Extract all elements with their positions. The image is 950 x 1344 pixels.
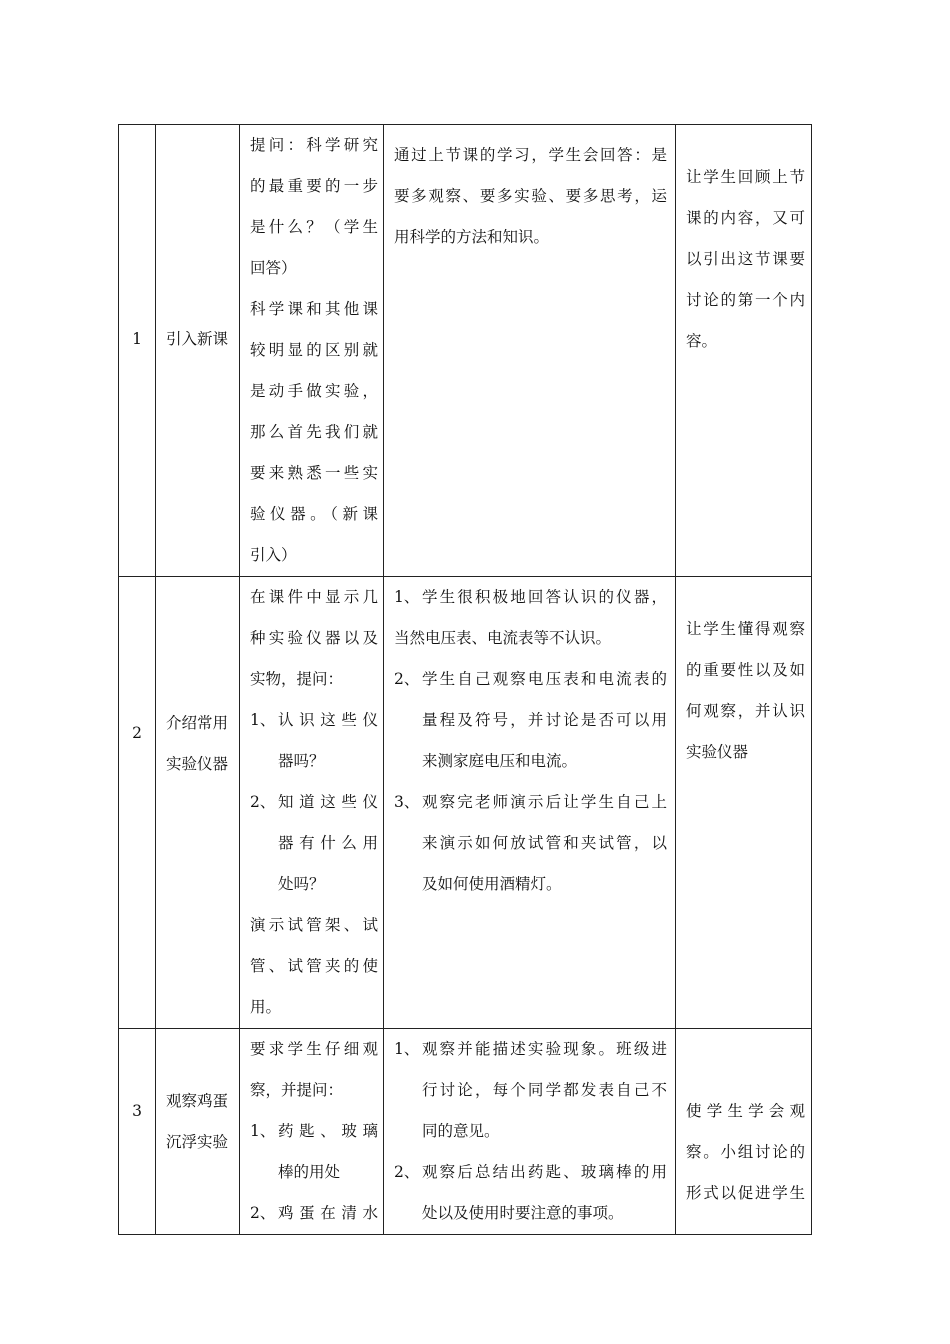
intent-text-line: 实验仪器 (686, 743, 749, 761)
list-item (250, 1193, 378, 1234)
student-text-line: 处以及使用时要注意的事项。 (422, 1204, 624, 1222)
list-item (394, 1029, 667, 1152)
teacher-text-line: 鸡蛋在清水 (278, 1204, 378, 1222)
row-number-cell (119, 125, 156, 577)
intent-text-line: 让学生懂得观察 (686, 620, 805, 638)
step-name: 引入新课 (166, 330, 229, 348)
teacher-text-line: 棒的用处 (278, 1163, 341, 1181)
teacher-text-line: 的最重要的一步 (250, 177, 378, 195)
student-text-line: 要多观察、要多实验、要多思考，运 (394, 187, 667, 205)
teacher-text-line: 用。 (250, 998, 282, 1016)
student-activity-cell (384, 125, 676, 577)
list-item (250, 782, 378, 905)
step-name-cell (156, 125, 240, 577)
intent-text-line: 以引出这节课要 (686, 250, 805, 268)
table-row (119, 125, 812, 577)
teacher-text-line: 知道这些仪 (278, 793, 378, 811)
student-text-line: 量程及符号，并讨论是否可以用 (422, 711, 667, 729)
list-marker: 3、 (394, 793, 420, 811)
list-marker: 1、 (394, 1040, 420, 1058)
row-number: 2 (132, 724, 142, 742)
table-row (119, 1029, 812, 1235)
teacher-text-line: 那么首先我们就 (250, 423, 378, 441)
list-item (250, 700, 378, 782)
teacher-text-line: 种实验仪器以及 (250, 629, 378, 647)
intent-text-line: 察。小组讨论的 (686, 1143, 805, 1161)
intent-text-line: 让学生回顾上节 (686, 168, 805, 186)
teacher-text-line: 要来熟悉一些实 (250, 464, 378, 482)
teacher-text-line: 实物，提问： (250, 670, 344, 688)
teacher-activity-cell (240, 1029, 384, 1235)
teacher-activity-cell (240, 577, 384, 1029)
list-item (394, 782, 667, 905)
student-text-line: 同的意见。 (422, 1122, 500, 1140)
student-text-line: 及如何使用酒精灯。 (422, 875, 562, 893)
teacher-text-line: 察，并提问： (250, 1081, 344, 1099)
student-text-line: 当然电压表、电流表等不认识。 (394, 629, 612, 647)
teacher-text-line: 管、试管夹的使 (250, 957, 378, 975)
table-row (119, 577, 812, 1029)
list-marker: 2、 (394, 670, 420, 688)
list-item (394, 577, 667, 618)
teacher-text-line: 是什么？（学生 (250, 218, 378, 236)
row-number: 1 (132, 330, 142, 348)
teacher-activity-cell (240, 125, 384, 577)
step-name-line: 观察鸡蛋 (166, 1091, 229, 1110)
student-activity-cell (384, 577, 676, 1029)
teacher-text-line: 较明显的区别就 (250, 341, 378, 359)
teacher-text-line: 验仪器。（新课 (250, 505, 378, 523)
list-marker: 1、 (250, 1122, 276, 1140)
list-marker: 2、 (250, 1204, 276, 1222)
student-text-line: 行讨论，每个同学都发表自己不 (422, 1081, 667, 1099)
teacher-text-line: 认识这些仪 (278, 711, 378, 729)
intent-text-line: 课的内容，又可 (686, 209, 805, 227)
student-text-line: 通过上节课的学习，学生会回答：是 (394, 146, 667, 164)
list-marker: 1、 (394, 588, 420, 606)
lesson-plan-table (118, 124, 812, 1235)
list-marker: 1、 (250, 711, 276, 729)
student-text-line: 学生自己观察电压表和电流表的 (422, 670, 667, 688)
list-item (394, 1152, 667, 1234)
intent-text-line: 容。 (686, 332, 718, 350)
student-text-line: 来测家庭电压和电流。 (422, 752, 578, 770)
step-name-cell (156, 577, 240, 1029)
design-intent-cell (676, 577, 812, 1029)
teacher-text-line: 要求学生仔细观 (250, 1040, 378, 1058)
teacher-text-line: 药匙、玻璃 (278, 1122, 378, 1140)
step-name-cell (156, 1029, 240, 1235)
student-text-line: 观察完老师演示后让学生自己上 (422, 793, 667, 811)
teacher-text-line: 科学课和其他课 (250, 300, 378, 318)
student-text-line: 观察并能描述实验现象。班级进 (422, 1040, 667, 1058)
teacher-text-line: 器有什么用 (278, 834, 378, 852)
row-number-cell (119, 1029, 156, 1235)
list-marker: 2、 (394, 1163, 420, 1181)
list-item (394, 659, 667, 782)
row-number: 3 (132, 1102, 142, 1120)
teacher-text-line: 回答） (250, 259, 297, 277)
intent-text-line: 使学生学会观 (686, 1102, 805, 1120)
teacher-text-line: 是动手做实验， (250, 382, 378, 400)
list-item (250, 1111, 378, 1193)
intent-text-line: 的重要性以及如 (686, 661, 805, 679)
intent-text-line: 何观察，并认识 (686, 702, 805, 720)
step-name-line: 沉浮实验 (166, 1132, 229, 1151)
student-text-line: 学生很积极地回答认识的仪器， (422, 588, 667, 606)
teacher-text-line: 器吗？ (278, 752, 325, 770)
student-activity-cell (384, 1029, 676, 1235)
teacher-text-line: 演示试管架、试 (250, 916, 378, 934)
student-text-line: 来演示如何放试管和夹试管，以 (422, 834, 667, 852)
student-text-line: 观察后总结出药匙、玻璃棒的用 (422, 1163, 667, 1181)
teacher-text-line: 引入） (250, 546, 297, 564)
teacher-text-line: 处吗？ (278, 875, 325, 893)
step-name-line: 实验仪器 (166, 754, 229, 773)
intent-text-line: 讨论的第一个内 (686, 291, 805, 309)
intent-text-line: 形式以促进学生 (686, 1184, 805, 1202)
design-intent-cell (676, 1029, 812, 1235)
teacher-text-line: 在课件中显示几 (250, 588, 378, 606)
teacher-text-line: 提问：科学研究 (250, 136, 378, 154)
list-marker: 2、 (250, 793, 276, 811)
design-intent-cell (676, 125, 812, 577)
student-text-line: 用科学的方法和知识。 (394, 228, 550, 246)
step-name-line: 介绍常用 (166, 713, 229, 732)
row-number-cell (119, 577, 156, 1029)
